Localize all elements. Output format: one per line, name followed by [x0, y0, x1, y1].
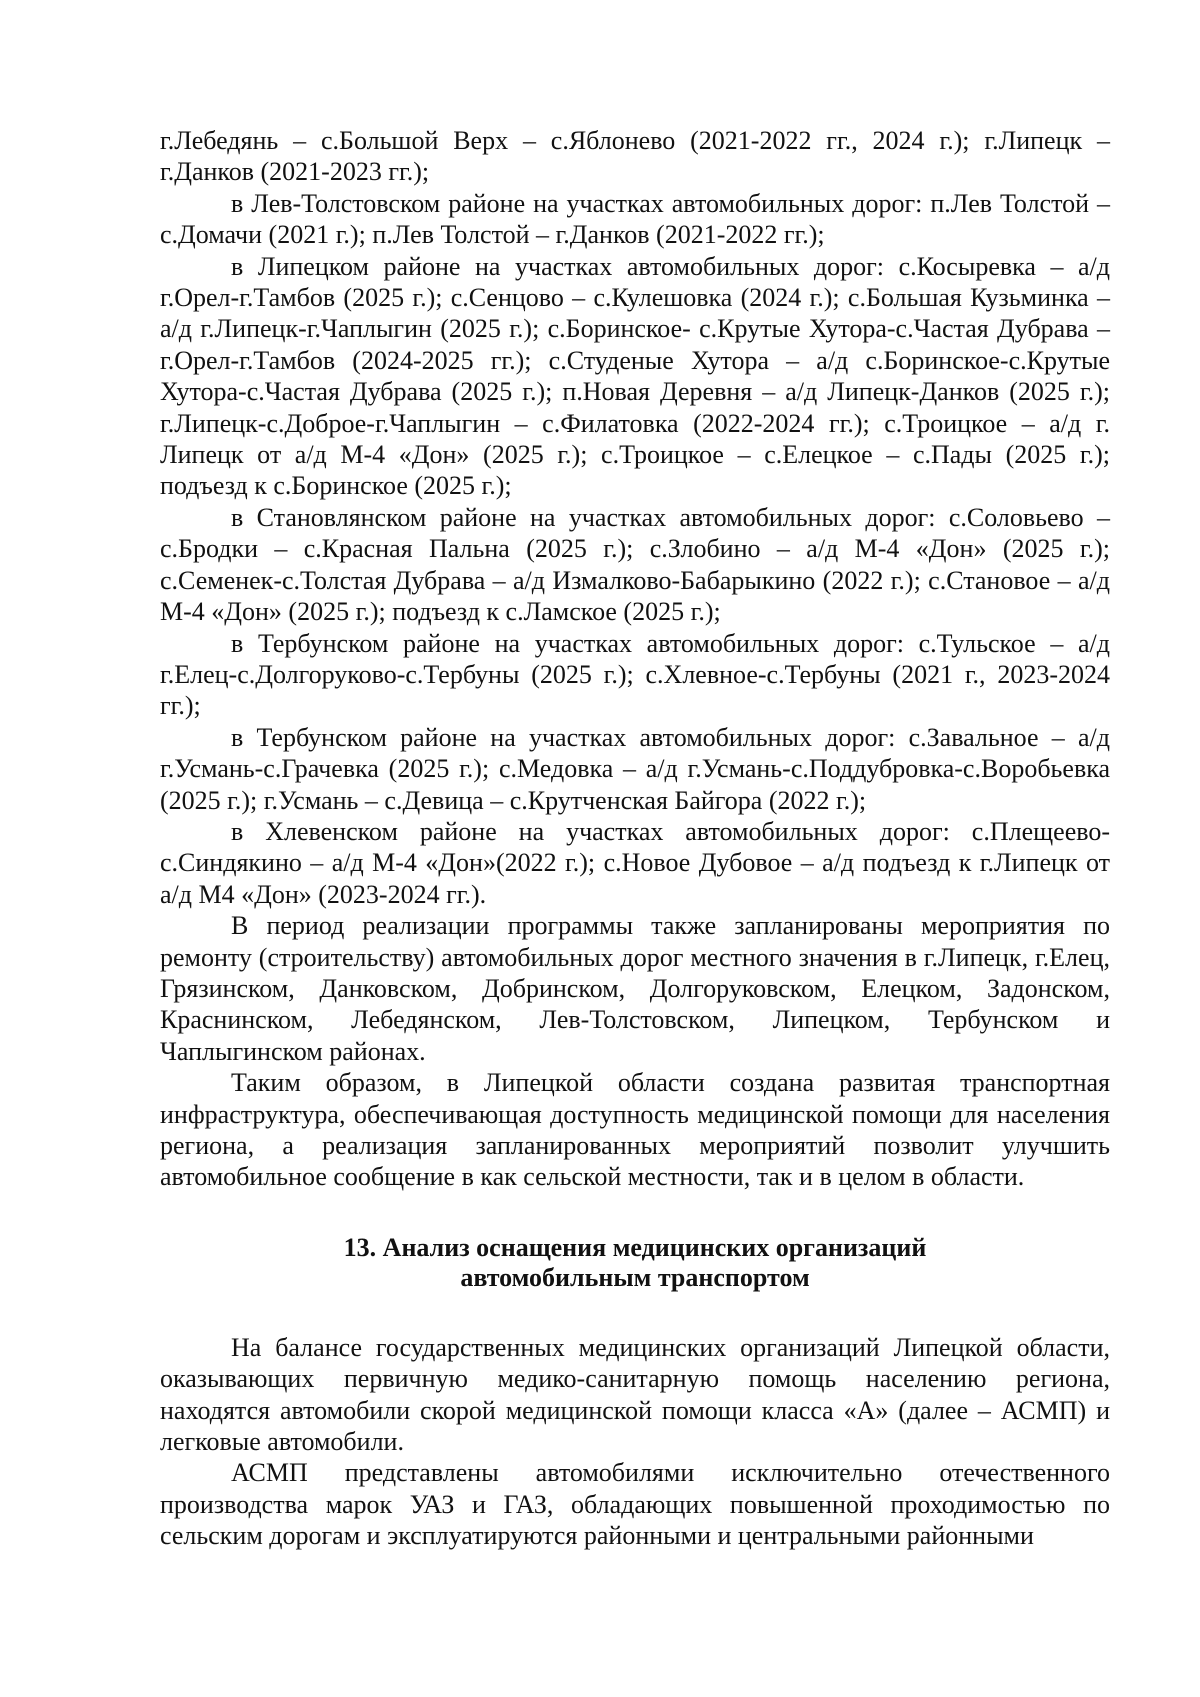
paragraph-vehicle-balance: На балансе государственных медицинских организаций Липецкой области, оказывающих первичную медико-санитарную помощь населению региона, находятся автомобили скорой медицинской помощи класса «А» (далее – АСМП) и легковые автомобили. [160, 1332, 1110, 1457]
paragraph-khlevensky: в Хлевенском районе на участках автомобильных дорог: с.Плещеево-с.Синдякино – а/д М-4 «Дон»(2022 г.); с.Новое Дубовое – а/д подъезд к г.Липецк от а/д М4 «Дон» (2023-2024 гг.). [160, 816, 1110, 909]
paragraph-lev-tolstovsky: в Лев-Толстовском районе на участках автомобильных дорог: п.Лев Толстой – с.Домачи (2021 г.); п.Лев Толстой – г.Данков (2021-2022 гг.); [160, 188, 1110, 250]
section-heading-line-2: автомобильным транспортом [460, 1262, 810, 1292]
paragraph-conclusion: Таким образом, в Липецкой области создана развитая транспортная инфраструктура, обеспечивающая доступность медицинской помощи для населения региона, а реализация запланированных мероприятий позволит улучшить автомобильное сообщение в как сельской местности, так и в целом в области. [160, 1068, 1110, 1192]
paragraph-local-roads: В период реализации программы также запланированы мероприятия по ремонту (строительству) автомобильных дорог местного значения в г.Липецк, г.Елец, Грязинском, Данковском, Добринском, Долгоруковском, Елецком, Задонском, Краснинском, Лебедянском, Лев-Толстовском, Липецком, Тербунском и Чаплыгинском районах. [160, 911, 1110, 1066]
section-heading-line-1: 13. Анализ оснащения медицинских организаций [343, 1232, 927, 1262]
paragraph-terbunsky-1: в Тербунском районе на участках автомобильных дорог: с.Тульское – а/д г.Елец-с.Долгоруково-с.Тербуны (2025 г.); с.Хлевное-с.Тербуны (2021 г., 2023-2024 гг.); [160, 628, 1110, 721]
paragraph-terbunsky-2: в Тербунском районе на участках автомобильных дорог: с.Завальное – а/д г.Усмань-с.Грачевка (2025 г.); с.Медовка – а/д г.Усмань-с.Поддубровка-с.Воробьевка (2025 г.); г.Усмань – с.Девица – с.Крутченская Байгора (2022 г.); [160, 722, 1110, 815]
paragraph-stanovlyansky: в Становлянском районе на участках автомобильных дорог: с.Соловьево – с.Бродки – с.Красная Пальна (2025 г.); с.Злобино – а/д М-4 «Дон» (2025 г.); с.Семенек-с.Толстая Дубрава – а/д Измалково-Бабарыкино (2022 г.); с.Становое – а/д М-4 «Дон» (2025 г.); подъезд к с.Ламское (2025 г.); [160, 502, 1110, 627]
paragraph-lipetsky: в Липецком районе на участках автомобильных дорог: с.Косыревка – а/д г.Орел-г.Тамбов (2025 г.); с.Сенцово – с.Кулешовка (2024 г.); с.Большая Кузьминка – а/д г.Липецк-г.Чаплыгин (2025 г.); с.Боринское- с.Крутые Хутора-с.Частая Дубрава – г.Орел-г.Тамбов (2024-2025 гг.); с.Студеные Хутора – а/д с.Боринское-с.Крутые Хутора-с.Частая Дубрава (2025 г.); п.Новая Деревня – а/д Липецк-Данков (2025 г.); г.Липецк-с.Доброе-г.Чаплыгин – с.Филатовка (2022-2024 гг.); с.Троицкое – а/д г. Липецк от а/д М-4 «Дон» (2025 г.); с.Троицкое – с.Елецкое – с.Пады (2025 г.); подъезд к с.Боринское (2025 г.); [160, 251, 1110, 501]
paragraph-asmp-description: АСМП представлены автомобилями исключительно отечественного производства марок УАЗ и ГАЗ, обладающих повышенной проходимостью по сельским дорогам и эксплуатируются районными и центральными районными [160, 1458, 1110, 1551]
paragraph-continuation: г.Лебедянь – с.Большой Верх – с.Яблонево (2021-2022 гг., 2024 г.); г.Липецк – г.Данков (2021-2023 гг.); [160, 126, 1110, 187]
section-heading [160, 1233, 1110, 1293]
document-page [160, 125, 1110, 1552]
